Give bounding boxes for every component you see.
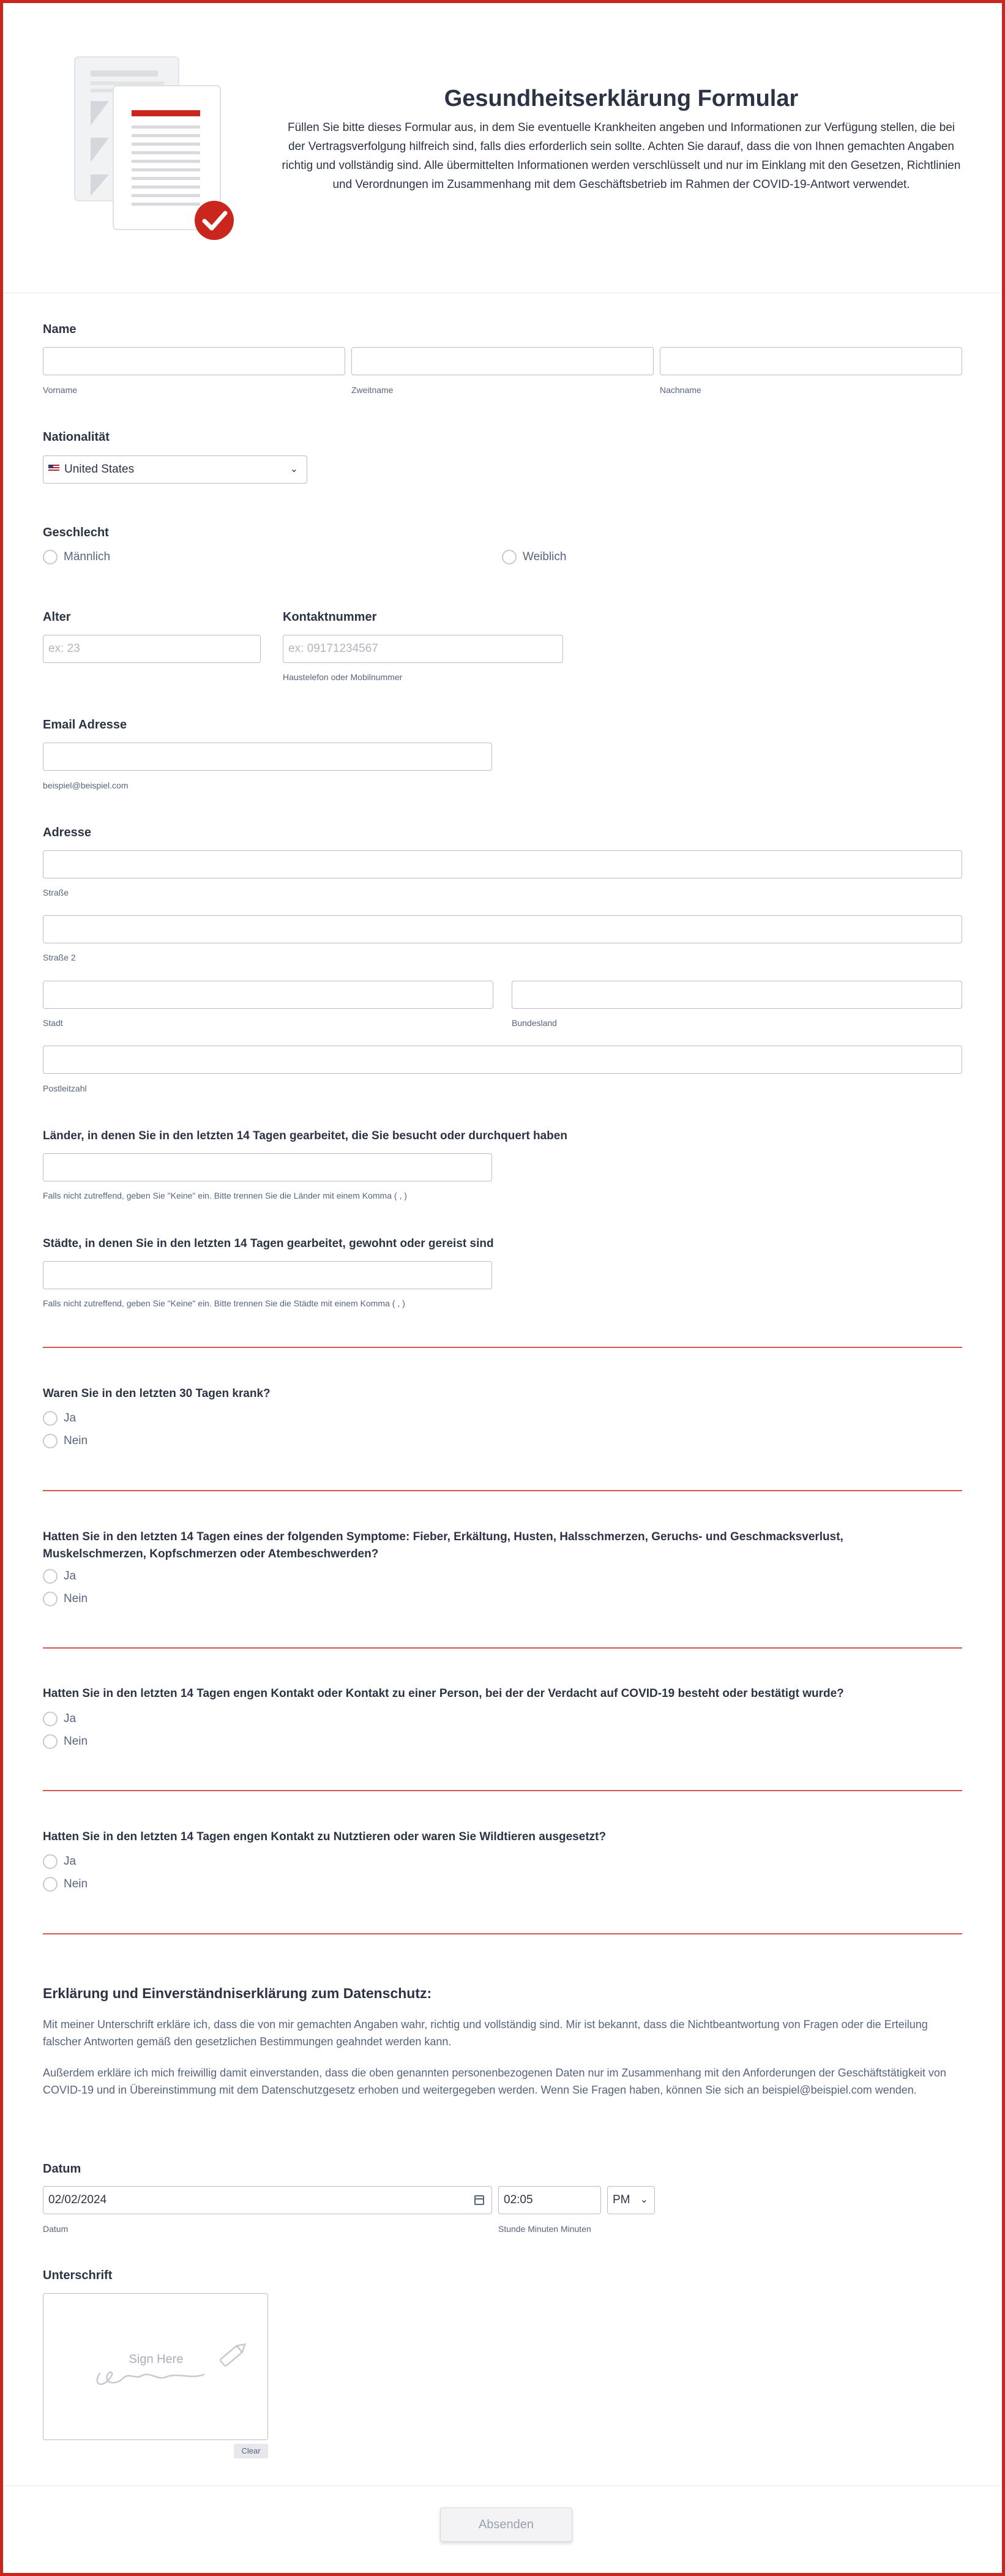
time-sublabel: Stunde Minuten Minuten	[498, 2224, 591, 2234]
street-sublabel: Straße	[43, 888, 69, 897]
date-label: Datum	[43, 2162, 81, 2176]
time-input[interactable]	[498, 2186, 601, 2214]
contact-sublabel: Haustelefon oder Mobilnummer	[283, 672, 403, 682]
q3-radio-yes[interactable]	[43, 1712, 58, 1726]
email-label: Email Adresse	[43, 718, 127, 732]
declaration-paragraph-1: Mit meiner Unterschrift erkläre ich, dass die von mir gemachten Angaben wahr, richtig und vollständig sind. Mir ist bekannt, dass die Nichtbeantwortung von Fragen oder die Erteilung falscher Antworten gemäß den gesetzlichen Bestimmungen geahndet werden kann.	[43, 2018, 928, 2048]
us-flag-icon	[48, 465, 59, 472]
section-divider	[43, 1790, 962, 1791]
address-label: Adresse	[43, 826, 91, 839]
street-input[interactable]	[43, 850, 962, 878]
signature-pad[interactable]	[43, 2293, 268, 2440]
cities-input[interactable]	[43, 1261, 492, 1289]
declaration-paragraph-2: Außerdem erkläre ich mich freiwillig damit einverstanden, dass die oben genannten personenbezogenen Daten nur im Zusammenhang mit den Anforderungen der Geschäftstätigkeit von COVID-19 und in Übereinstimmung mit dem Datenschutzgesetz erhoben und weitergegeben werden. Wenn Sie Fragen haben, können Sie sich an beispiel@beispiel.com wenden.	[43, 2067, 946, 2096]
q2-option-yes-label: Ja	[64, 1570, 77, 1582]
first-name-input[interactable]	[43, 347, 345, 375]
state-input[interactable]	[512, 981, 962, 1009]
question-1-label: Waren Sie in den letzten 30 Tagen krank?	[43, 1387, 271, 1400]
submit-button[interactable]: Absenden	[440, 2507, 572, 2542]
age-input[interactable]: ex: 23	[43, 635, 261, 663]
zip-input[interactable]	[43, 1046, 962, 1074]
cities-label: Städte, in denen Sie in den letzten 14 Tagen gearbeitet, gewohnt oder gereist sind	[43, 1237, 494, 1250]
nationality-value: United States	[64, 463, 135, 476]
contact-label: Kontaktnummer	[283, 610, 377, 624]
q4-radio-no[interactable]	[43, 1877, 58, 1892]
option-female-label: Weiblich	[523, 550, 567, 563]
calendar-icon[interactable]	[474, 2195, 484, 2205]
q1-radio-no[interactable]	[43, 1434, 58, 1448]
middle-name-input[interactable]	[351, 347, 654, 375]
document-check-icon	[67, 52, 245, 248]
q1-option-yes-label: Ja	[64, 1412, 77, 1425]
countries-hint: Falls nicht zutreffend, geben Sie "Keine" ein. Bitte trennen Sie die Länder mit einem Komma ( , )	[43, 1191, 407, 1200]
question-3-label: Hatten Sie in den letzten 14 Tagen engen Kontakt oder Kontakt zu einer Person, bei der der Verdacht auf COVID-19 besteht oder bestätigt wurde?	[43, 1687, 844, 1700]
q3-option-no-label: Nein	[64, 1735, 88, 1748]
q4-option-yes-label: Ja	[64, 1855, 77, 1868]
q3-radio-no[interactable]	[43, 1734, 58, 1749]
chevron-down-icon: ⌄	[290, 464, 298, 474]
age-label: Alter	[43, 610, 71, 624]
section-divider	[43, 1347, 962, 1348]
nationality-label: Nationalität	[43, 430, 110, 444]
cities-hint: Falls nicht zutreffend, geben Sie "Keine" ein. Bitte trennen Sie die Städte mit einem Komma ( , )	[43, 1298, 405, 1308]
nationality-select[interactable]	[43, 455, 307, 484]
street2-sublabel: Straße 2	[43, 953, 76, 962]
state-sublabel: Bundesland	[512, 1018, 557, 1028]
header-illustration	[67, 52, 245, 248]
q1-radio-yes[interactable]	[43, 1411, 58, 1426]
question-4-label: Hatten Sie in den letzten 14 Tagen engen Kontakt zu Nutztieren oder waren Sie Wildtieren ausgesetzt?	[43, 1830, 607, 1843]
signature-guide-icon	[43, 2294, 269, 2441]
chevron-down-icon: ⌄	[640, 2195, 648, 2205]
option-male-label: Männlich	[64, 550, 111, 563]
date-input[interactable]	[43, 2186, 492, 2214]
q2-option-no-label: Nein	[64, 1592, 88, 1605]
zip-sublabel: Postleitzahl	[43, 1084, 87, 1093]
countries-label: Länder, in denen Sie in den letzten 14 Tagen gearbeitet, die Sie besucht oder durchquert haben	[43, 1129, 567, 1142]
page-title: Gesundheitserklärung Formular	[444, 86, 799, 111]
city-sublabel: Stadt	[43, 1018, 63, 1028]
section-divider	[43, 1933, 962, 1934]
last-name-input[interactable]	[660, 347, 962, 375]
date-value: 02/02/2024	[48, 2193, 107, 2206]
signature-placeholder: Sign Here	[129, 2353, 184, 2366]
ampm-select[interactable]	[607, 2186, 655, 2214]
last-name-sublabel: Nachname	[660, 385, 701, 395]
question-2-label: Hatten Sie in den letzten 14 Tagen eines der folgenden Symptome: Fieber, Erkältung, Husten, Halsschmerzen, Geruchs- und Geschmacksverlust, Muskelschmerzen, Kopfschmerzen oder Atembeschwerden?	[43, 1530, 843, 1560]
date-sublabel: Datum	[43, 2224, 69, 2234]
footer-divider	[3, 2485, 1002, 2486]
q4-radio-yes[interactable]	[43, 1854, 58, 1869]
time-value: 02:05	[504, 2193, 533, 2206]
q1-option-no-label: Nein	[64, 1434, 88, 1447]
signature-clear-button[interactable]: Clear	[234, 2444, 268, 2458]
q2-radio-yes[interactable]	[43, 1569, 58, 1584]
q2-radio-no[interactable]	[43, 1592, 58, 1606]
first-name-sublabel: Vorname	[43, 385, 78, 395]
signature-label: Unterschrift	[43, 2269, 113, 2282]
radio-male[interactable]	[43, 550, 58, 564]
contact-input[interactable]: ex: 09171234567	[283, 635, 563, 663]
countries-input[interactable]	[43, 1153, 492, 1181]
declaration-title: Erklärung und Einverständniserklärung zum Datenschutz:	[43, 1985, 432, 2001]
q4-option-no-label: Nein	[64, 1878, 88, 1890]
email-input[interactable]	[43, 743, 492, 771]
email-sublabel: beispiel@beispiel.com	[43, 781, 129, 790]
radio-female[interactable]	[502, 550, 517, 564]
section-divider	[43, 1490, 962, 1491]
ampm-value: PM	[613, 2193, 630, 2206]
page-description: Füllen Sie bitte dieses Formular aus, in dem Sie eventuelle Krankheiten angeben und Informationen zur Verfügung stellen, die bei der Vertragsverfolgung hilfreich sind, falls dies erforderlich sein sollte. Achten Sie darauf, dass die von Ihnen gemachten Angaben richtig und vollständig sind. Alle übermittelten Informationen werden verschlüsselt und nur im Einklang mit den Gesetzen, Richtlinien und Verordnungen im Zusammenhang mit dem Geschäftsbetrieb im Rahmen der COVID-19-Antwort verwendet.	[282, 121, 961, 191]
q3-option-yes-label: Ja	[64, 1712, 77, 1725]
middle-name-sublabel: Zweitname	[351, 385, 394, 395]
city-input[interactable]	[43, 981, 493, 1009]
street2-input[interactable]	[43, 915, 962, 943]
gender-label: Geschlecht	[43, 526, 109, 539]
name-label: Name	[43, 323, 77, 336]
section-divider	[43, 1647, 962, 1649]
